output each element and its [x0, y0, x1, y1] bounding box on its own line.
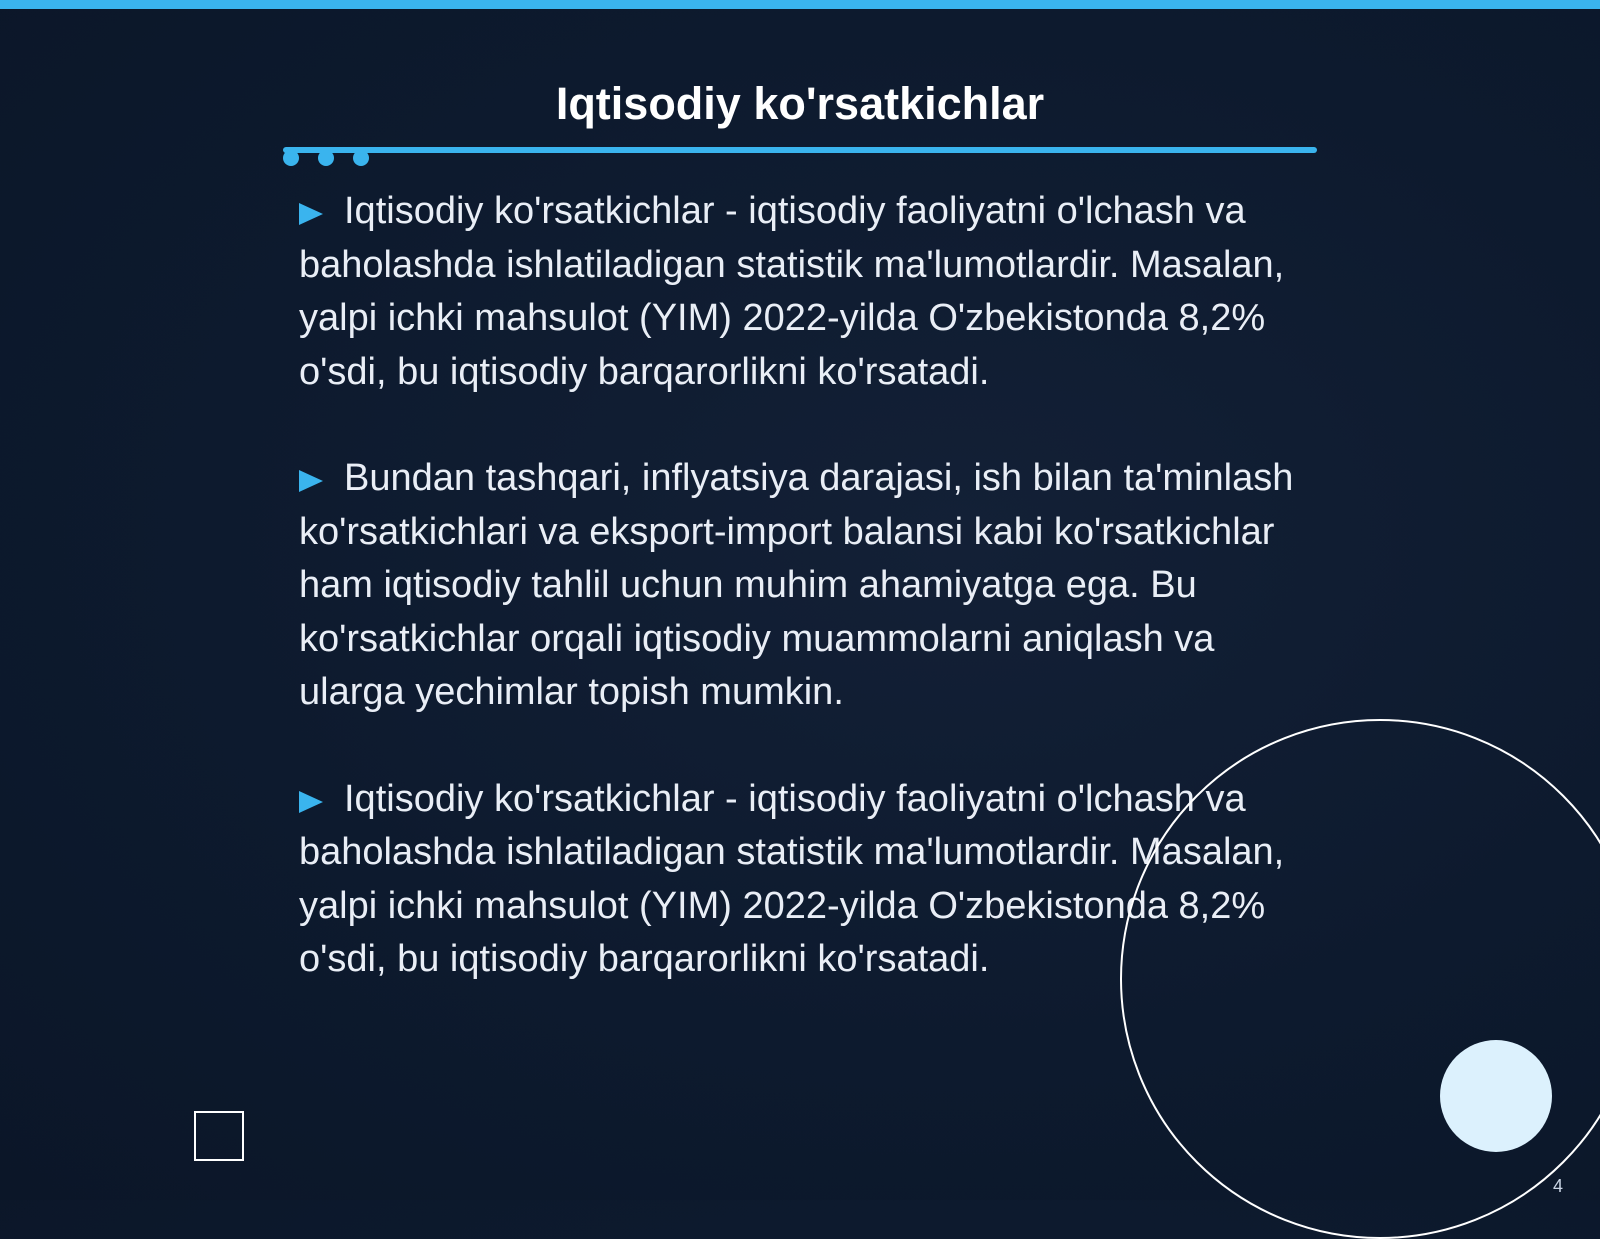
triangle-bullet-icon [299, 791, 323, 813]
bullet-text: Bundan tashqari, inflyatsiya darajasi, ish bilan ta'minlash ko'rsatkichlari va eksport-import balansi kabi ko'rsatkichlar ham iqtisodiy tahlil uchun muhim ahamiyatga ega. Bu ko'rsatkichlar orqali iqtisodiy muammolarni aniqlash va ularga yechimlar topish mumkin. [299, 457, 1294, 713]
bullet-text: Iqtisodiy ko'rsatkichlar - iqtisodiy faoliyatni o'lchash va baholashda ishlatiladigan statistik ma'lumotlardir. Masalan, yalpi ichki mahsulot (YIM) 2022-yilda O'zbekistonda 8,2% o'sdi, bu iqtisodiy barqarorlikni ko'rsatadi. [299, 190, 1285, 393]
underline-dot [283, 150, 299, 166]
triangle-bullet-icon [299, 470, 323, 492]
bullet-text: Iqtisodiy ko'rsatkichlar - iqtisodiy faoliyatni o'lchash va baholashda ishlatiladigan statistik ma'lumotlardir. Masalan, yalpi ichki mahsulot (YIM) 2022-yilda O'zbekistonda 8,2% o'sdi, bu iqtisodiy barqarorlikni ko'rsatadi. [299, 777, 1285, 980]
underline-dot [318, 150, 334, 166]
decorative-square [194, 1111, 244, 1161]
title-underline [283, 147, 1317, 153]
bullet-paragraph [299, 452, 1299, 720]
triangle-bullet-icon [299, 203, 323, 225]
underline-dot [353, 150, 369, 166]
decorative-solid-circle [1440, 1040, 1552, 1152]
page-number: 4 [1553, 1176, 1564, 1196]
bullet-paragraph [299, 185, 1299, 399]
top-accent-bar [0, 0, 1600, 9]
slide-title: Iqtisodiy ko'rsatkichlar [555, 78, 1045, 129]
